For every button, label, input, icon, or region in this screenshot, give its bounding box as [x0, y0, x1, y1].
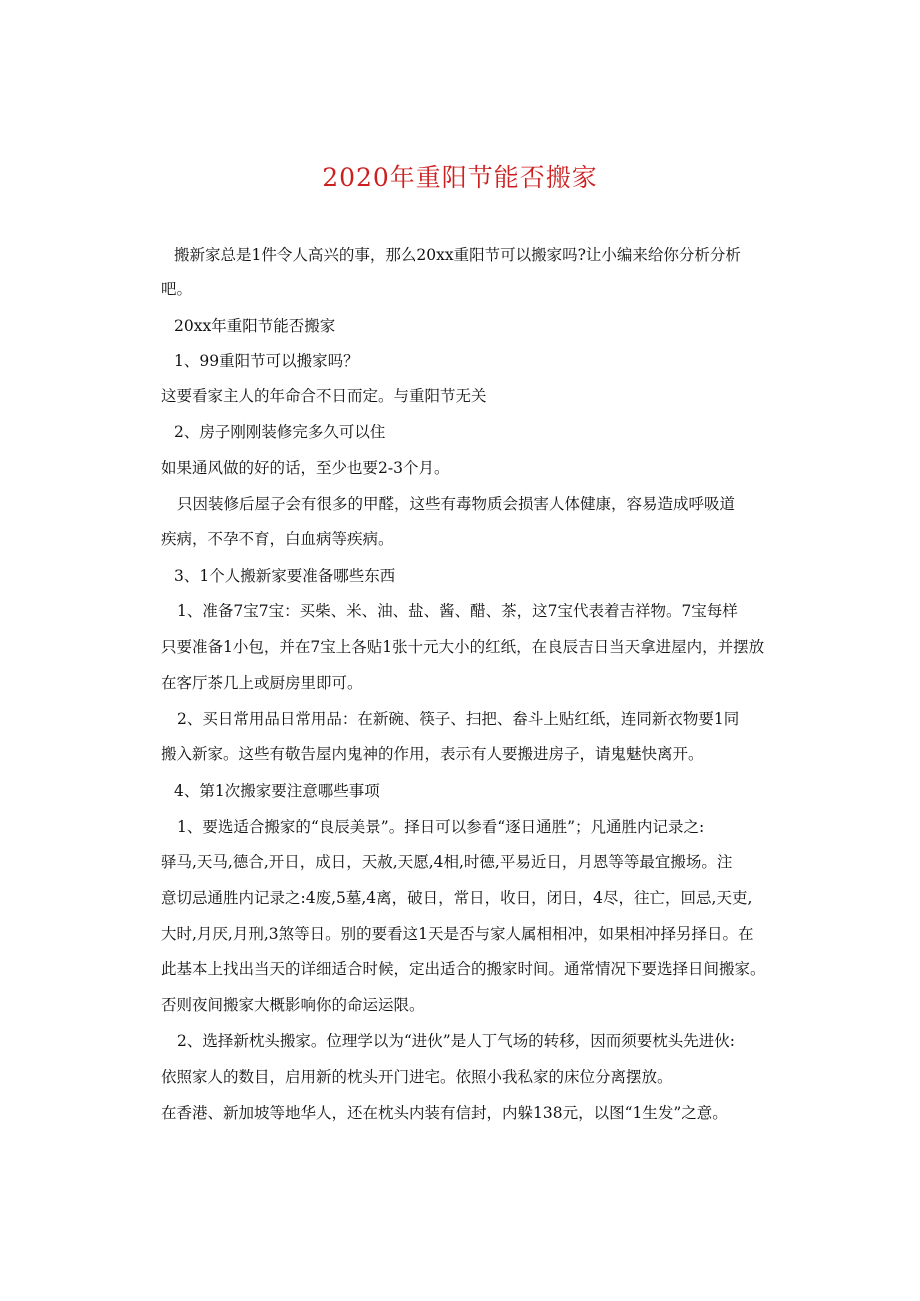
paragraph-line: 在香港、新加坡等地华人，还在枕头内装有信封，内躲138元，以图“1生发”之意。	[161, 1104, 728, 1122]
document-title: 2020年重阳节能否搬家	[322, 163, 598, 192]
paragraph-line: 疾病，不孕不育，白血病等疾病。	[161, 530, 394, 548]
paragraph-line: 否则夜间搬家大概影响你的命运运限。	[161, 996, 425, 1014]
paragraph-line: 搬新家总是1件令人高兴的事，那么20xx重阳节可以搬家吗?让小编来给你分析分析	[174, 246, 741, 264]
paragraph-line: 搬入新家。这些有敬告屋内鬼神的作用，表示有人要搬进房子，请鬼魅快离开。	[161, 745, 704, 763]
paragraph-line: 如果通风做的好的话，至少也要2-3个月。	[161, 459, 450, 477]
paragraph-line: 1、要选适合搬家的“良辰美景”。择日可以参看“逐日通胜”；凡通胜内记录之:	[177, 818, 705, 836]
paragraph-line: 2、选择新枕头搬家。位理学以为“进伙”是人丁气场的转移，因而须要枕头先进伙:	[177, 1032, 735, 1050]
paragraph-line: 2、买日常用品日常用品：在新碗、筷子、扫把、畚斗上贴红纸，连同新衣物要1同	[177, 710, 740, 728]
paragraph-line: 在客厅茶几上或厨房里即可。	[161, 674, 363, 692]
paragraph-line: 这要看家主人的年命合不日而定。与重阳节无关	[161, 387, 487, 405]
paragraph-line: 吧。	[161, 280, 193, 298]
paragraph-line: 大时,月厌,月刑,3煞等日。别的要看这1天是否与家人属相相冲，如果相冲择另择日。在	[161, 925, 754, 943]
paragraph-line: 此基本上找出当天的详细适合时候，定出适合的搬家时间。通常情况下要选择日间搬家。	[161, 960, 766, 978]
paragraph-line: 意切忌通胜内记录之:4废,5墓,4离，破日，常日，收日，闭日，4尽，往亡，回忌,天吏,	[161, 889, 753, 907]
paragraph-line: 只因装修后屋子会有很多的甲醛，这些有毒物质会损害人体健康，容易造成呼吸道	[177, 495, 736, 513]
paragraph-line: 3、1个人搬新家要准备哪些东西	[174, 567, 396, 585]
paragraph-line: 20xx年重阳节能否搬家	[174, 317, 336, 335]
paragraph-line: 1、99重阳节可以搬家吗？	[174, 352, 359, 370]
paragraph-line: 驿马,天马,德合,开日，成日，天赦,天愿,4相,时德,平易近日，月恩等等最宜搬场。注	[161, 853, 733, 871]
paragraph-line: 依照家人的数目，启用新的枕头开门进宅。依照小我私家的床位分离摆放。	[161, 1068, 673, 1086]
paragraph-line: 4、第1次搬家要注意哪些事项	[174, 782, 380, 800]
paragraph-line: 只要准备1小包，并在7宝上各贴1张十元大小的红纸，在良辰吉日当天拿进屋内，并摆放	[161, 638, 765, 656]
paragraph-line: 2、房子刚刚装修完多久可以住	[174, 423, 386, 441]
paragraph-line: 1、准备7宝7宝：买柴、米、油、盐、酱、醋、茶，这7宝代表着吉祥物。7宝每样	[177, 602, 738, 620]
